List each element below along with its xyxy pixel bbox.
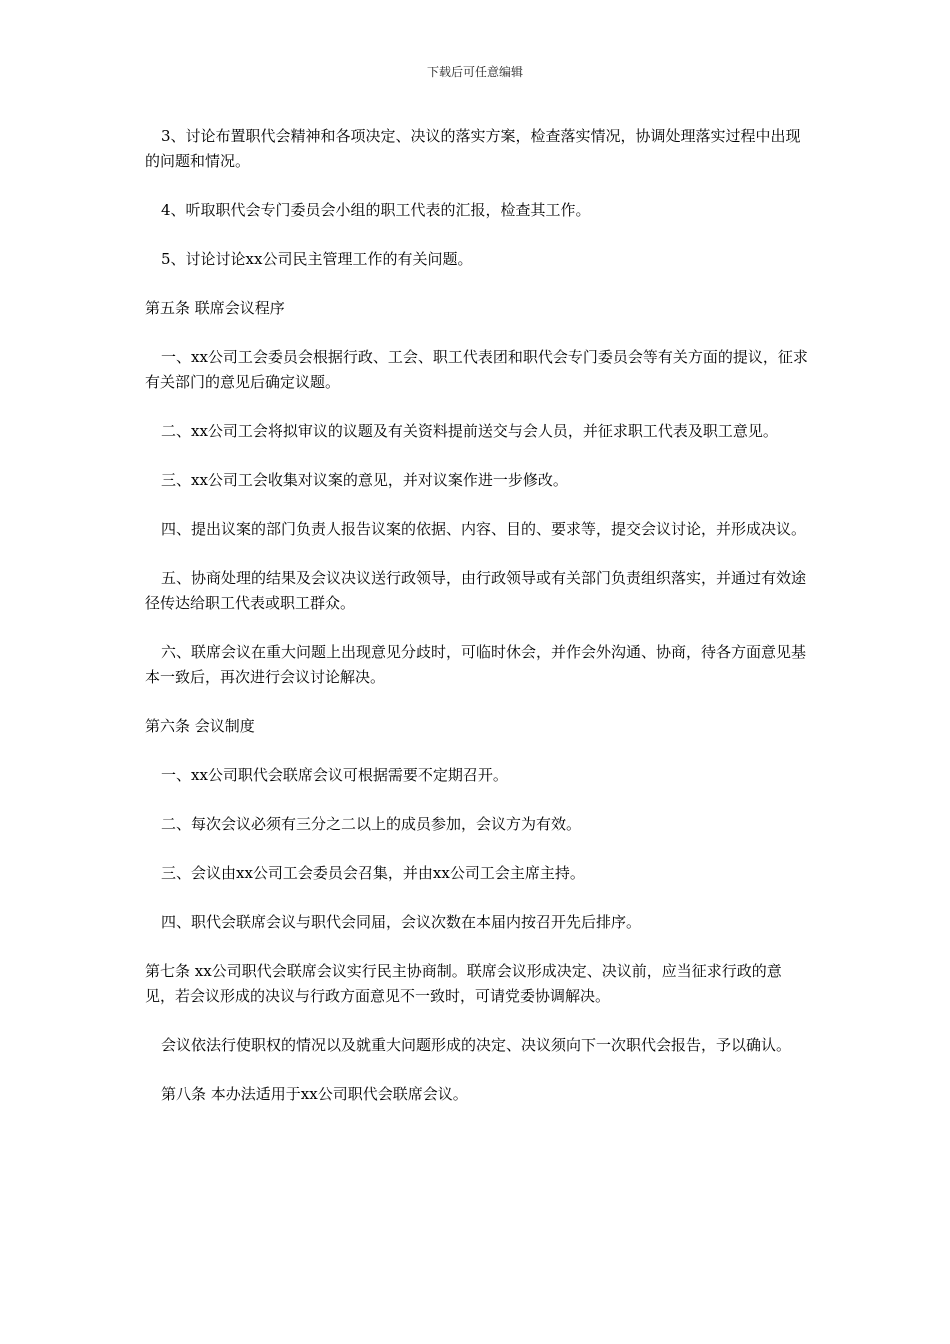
- section-heading: 第五条 联席会议程序: [145, 299, 285, 317]
- paragraph: 4、听取职代会专门委员会小组的职工代表的汇报，检查其工作。: [161, 201, 591, 219]
- page-header: 下载后可任意编辑: [426, 65, 523, 79]
- paragraph: 会议依法行使职权的情况以及就重大问题形成的决定、决议须向下一次职代会报告，予以确认。: [161, 1036, 792, 1054]
- section-heading: 第六条 会议制度: [145, 717, 255, 735]
- paragraph: 五、协商处理的结果及会议决议送行政领导，由行政领导或有关部门负责组织落实，并通过有效途径传达给职工代表或职工群众。: [145, 569, 807, 612]
- paragraph: 3、讨论布置职代会精神和各项决定、决议的落实方案，检查落实情况，协调处理落实过程中出现的问题和情况。: [145, 127, 801, 170]
- document-body: [145, 124, 810, 1131]
- paragraph: 六、联席会议在重大问题上出现意见分歧时，可临时休会，并作会外沟通、协商，待各方面意见基本一致后，再次进行会议讨论解决。: [145, 643, 807, 686]
- section-paragraph: 第七条 xx公司职代会联席会议实行民主协商制。联席会议形成决定、决议前，应当征求行政的意见，若会议形成的决议与行政方面意见不一致时，可请党委协调解决。: [145, 962, 782, 1005]
- paragraph: 一、xx公司职代会联席会议可根据需要不定期召开。: [161, 766, 508, 784]
- paragraph: 二、每次会议必须有三分之二以上的成员参加，会议方为有效。: [161, 815, 582, 833]
- paragraph: 三、会议由xx公司工会委员会召集，并由xx公司工会主席主持。: [161, 864, 585, 882]
- paragraph: 二、xx公司工会将拟审议的议题及有关资料提前送交与会人员，并征求职工代表及职工意见。: [161, 422, 778, 440]
- section-paragraph: 第八条 本办法适用于xx公司职代会联席会议。: [161, 1085, 468, 1103]
- paragraph: 三、xx公司工会收集对议案的意见，并对议案作进一步修改。: [161, 471, 568, 489]
- paragraph: 四、提出议案的部门负责人报告议案的依据、内容、目的、要求等，提交会议讨论，并形成决议。: [161, 520, 807, 538]
- paragraph: 一、xx公司工会委员会根据行政、工会、职工代表团和职代会专门委员会等有关方面的提议，征求有关部门的意见后确定议题。: [145, 348, 808, 391]
- paragraph: 四、职代会联席会议与职代会同届，会议次数在本届内按召开先后排序。: [161, 913, 642, 931]
- paragraph: 5、讨论讨论xx公司民主管理工作的有关问题。: [161, 250, 473, 268]
